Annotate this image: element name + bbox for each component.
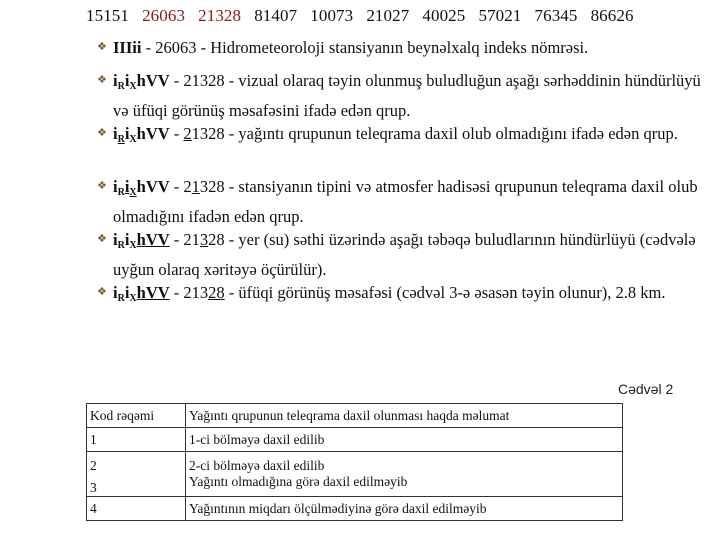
code-group-5: 10073 <box>310 6 354 25</box>
table-caption: Cədvəl 2 <box>618 381 674 397</box>
code-group-1: 15151 <box>86 6 129 25</box>
bullet-item-visibility: $i_Ri_XhVV - 21328$ - üfüqi görünüş məsafəsi (cədvəl 3-ə əsasən təyin olunur), 2.8 km. <box>113 283 666 304</box>
table-cell: 1-ci bölməyə daxil edilib <box>186 428 623 452</box>
bullet-marker-icon: ❖ <box>97 74 107 86</box>
code-group-4: 81407 <box>254 6 298 25</box>
bullet-text: vizual olaraq təyin olunmuş buludluğun aşağı sərhəddinin hündürlüyü və üfüqi görünüş məsafəsini ifadə edən qrup. <box>113 71 701 120</box>
bullet-value: 21328 <box>183 71 225 90</box>
table-cell: 4 <box>87 497 186 521</box>
table-header-cell: Kod rəqəmi <box>87 404 186 428</box>
synop-code-line <box>86 6 634 26</box>
bullet-code: $i_Ri_XhVV$ <box>113 177 170 198</box>
bullet-code: IIIii <box>113 38 142 57</box>
bullet-marker-icon: ❖ <box>97 41 107 53</box>
bullet-code: $i_Ri_XhVV$ <box>113 230 170 251</box>
table-header-row <box>87 404 623 428</box>
table-row <box>87 452 623 475</box>
bullet-text: yağıntı qrupunun teleqrama daxil olub olmadığını ifadə edən qrup. <box>238 124 678 143</box>
code-group-8: 57021 <box>478 6 522 25</box>
bullet-marker-icon: ❖ <box>97 286 107 298</box>
bullet-item-precipitation-group: $i_Ri_XhVV - 21328$ - yağıntı qrupunun teleqrama daxil olub olmadığını ifadə edən qrup. <box>113 124 678 145</box>
table-cell: 3 <box>87 474 186 497</box>
bullet-item-station-index: IIIii - 26063 - Hidrometeoroloji stansiyanın beynəlxalq indeks nömrəsi. <box>113 38 589 57</box>
bullet-text: Hidrometeoroloji stansiyanın beynəlxalq indeks nömrəsi. <box>210 38 589 57</box>
bullet-marker-icon: ❖ <box>97 127 107 139</box>
bullet-item-cloud-visibility: $i_Ri_XhVV - 21328$ - vizual olaraq təyin olunmuş buludluğun aşağı sərhəddinin hündürlüyü və üfüqi görünüş məsafəsini ifadə edən qrup. <box>113 71 701 120</box>
table-cell: 2-ci bölməyə daxil edilib <box>186 452 623 475</box>
table-cell: Yağıntının miqdarı ölçülmədiyinə görə daxil edilməyib <box>186 497 623 521</box>
code-group-cloud-visibility: 21328 <box>198 6 242 25</box>
bullet-marker-icon: ❖ <box>97 180 107 192</box>
bullet-code: $i_Ri_XhVV$ <box>113 124 170 145</box>
code-group-6: 21027 <box>366 6 410 25</box>
bullet-item-station-type: $i_Ri_XhVV - 21328$ - stansiyanın tipini və atmosfer hadisəsi qrupunun teleqrama daxil olub olmadığını ifadən edən qrup. <box>113 177 698 226</box>
bullet-value: 21328 <box>183 124 225 143</box>
bullet-value: 21328 <box>183 283 225 302</box>
table-cell: 2 <box>87 452 186 475</box>
table-row <box>87 428 623 452</box>
code-group-9: 76345 <box>534 6 578 25</box>
bullet-text: stansiyanın tipini və atmosfer hadisəsi qrupunun teleqrama daxil olub olmadığını ifadən edən qrup. <box>113 177 698 226</box>
table-row <box>87 474 623 497</box>
code-group-7: 40025 <box>422 6 466 25</box>
bullet-code: $i_Ri_XhVV$ <box>113 71 170 92</box>
bullet-text: üfüqi görünüş məsafəsi (cədvəl 3-ə əsasən təyin olunur), 2.8 km. <box>238 283 666 302</box>
precipitation-code-table <box>86 403 623 521</box>
table-header-cell: Yağıntı qrupunun teleqrama daxil olunması haqda məlumat <box>186 404 623 428</box>
bullet-value: 21328 <box>183 177 225 196</box>
code-group-10: 86626 <box>590 6 634 25</box>
bullet-code: $i_Ri_XhVV$ <box>113 283 170 304</box>
table-row <box>87 497 623 521</box>
bullet-text: yer (su) səthi üzərində aşağı təbəqə buludlarının hündürlüyü (cədvələ uyğun olaraq xəritəyə öçürülür). <box>113 230 696 279</box>
table-cell: Yağıntı olmadığına görə daxil edilməyib <box>186 474 623 497</box>
bullet-item-cloud-height: $i_Ri_XhVV - 21328$ - yer (su) səthi üzərində aşağı təbəqə buludlarının hündürlüyü (cədvələ uyğun olaraq xəritəyə öçürülür). <box>113 230 696 279</box>
bullet-value: 26063 <box>155 38 197 57</box>
code-group-station-index: 26063 <box>142 6 186 25</box>
bullet-value: 21328 <box>183 230 225 249</box>
table-cell: 1 <box>87 428 186 452</box>
bullet-marker-icon: ❖ <box>97 233 107 245</box>
